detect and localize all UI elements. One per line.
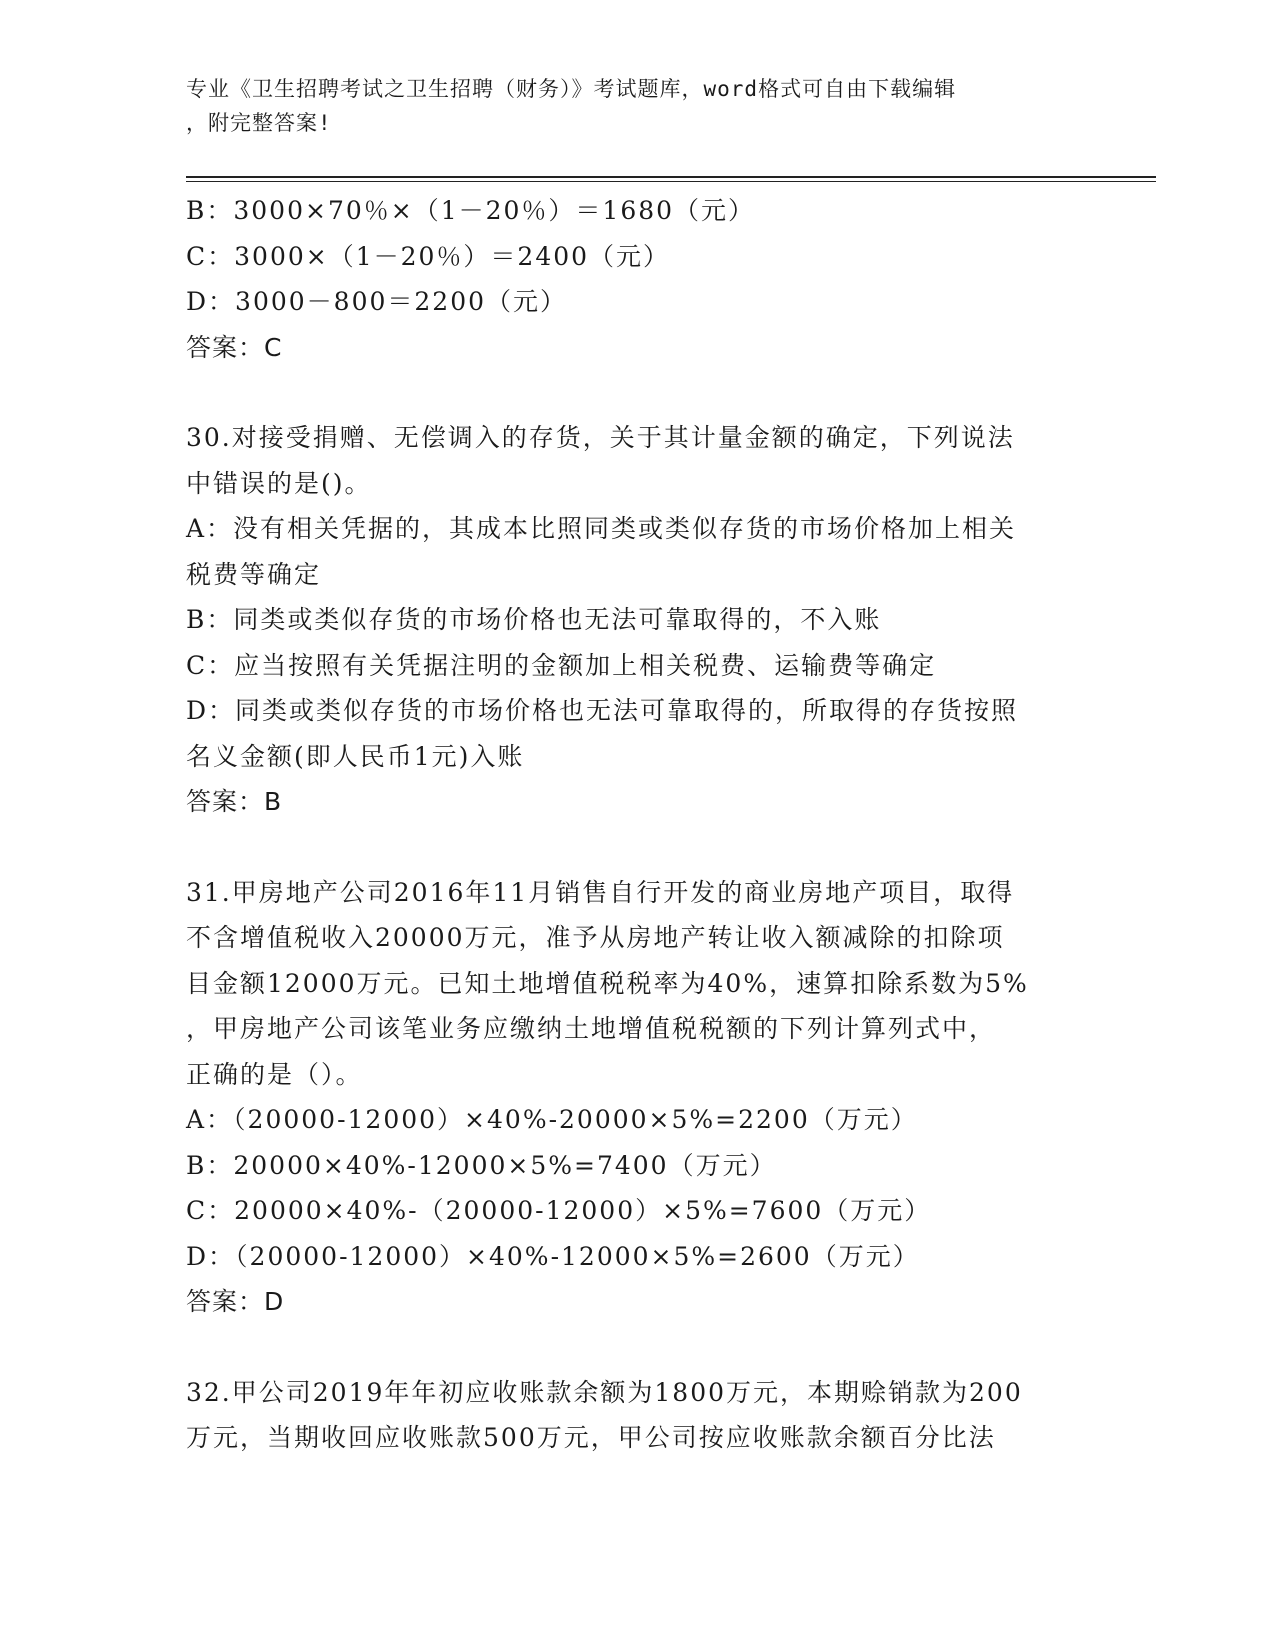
question-stem: 正确的是（）。 [186,1059,363,1089]
question-stem: 不含增值税收入20000万元，准予从房地产转让收入额减除的扣除项 [186,923,1005,952]
question-31 [186,870,1076,1325]
option-c: C：应当按照有关凭据注明的金额加上相关税费、运输费等确定 [186,650,937,680]
question-stem: 30.对接受捐赠、无偿调入的存货，关于其计量金额的确定，下列说法 [186,423,1015,452]
question-stem: 中错误的是()。 [186,468,372,498]
header-divider-thick [186,176,1156,178]
answer: 答案：C [186,332,283,362]
question-stem: 31.甲房地产公司2016年11月销售自行开发的商业房地产项目，取得 [186,877,1015,907]
option-a: A：（20000-12000）×40%-20000×5%=2200（万元） [186,1105,918,1134]
question-30 [186,415,1076,825]
option-b: B：同类或类似存货的市场价格也无法可靠取得的，不入账 [186,605,882,634]
header-divider-thin [186,181,1156,182]
option-a: 税费等确定 [186,559,322,589]
answer: 答案：D [186,1287,285,1316]
spacer [186,825,1076,870]
question-stem: 目金额12000万元。已知土地增值税税率为40%，速算扣除系数为5% [186,968,1029,998]
option-c: C：3000×（1－20％）＝2400（元） [186,241,671,271]
question-stem: 32.甲公司2019年年初应收账款余额为1800万元，本期赊销款为200 [186,1377,1023,1407]
document-body [186,188,1076,1461]
document-header [186,72,1066,140]
question-stem: ，甲房地产公司该笔业务应缴纳土地增值税税额的下列计算列式中， [186,1014,997,1043]
option-b: B：20000×40%-12000×5%=7400（万元） [186,1150,777,1180]
header-line-2: ，附完整答案! [186,111,332,135]
header-line-1: 专业《卫生招聘考试之卫生招聘（财务）》考试题库，word格式可自由下载编辑 [186,77,957,101]
question-stem: 万元，当期收回应收账款500万元，甲公司按应收账款余额百分比法 [186,1423,996,1452]
option-b: B：3000×70％×（1－20％）＝1680（元） [186,196,756,225]
option-a: A：没有相关凭据的，其成本比照同类或类似存货的市场价格加上相关 [186,514,1017,543]
option-c: C：20000×40%-（20000-12000）×5%=7600（万元） [186,1196,932,1225]
option-d: D：3000－800＝2200（元） [186,287,568,316]
option-d: D：同类或类似存货的市场价格也无法可靠取得的，所取得的存货按照 [186,696,1019,725]
option-d: D：（20000-12000）×40%-12000×5%=2600（万元） [186,1241,920,1271]
spacer [186,1325,1076,1370]
option-d: 名义金额(即人民币1元)入账 [186,741,525,771]
spacer [186,370,1076,415]
question-prev [186,188,1076,370]
answer: 答案：B [186,787,283,816]
question-32 [186,1370,1076,1461]
